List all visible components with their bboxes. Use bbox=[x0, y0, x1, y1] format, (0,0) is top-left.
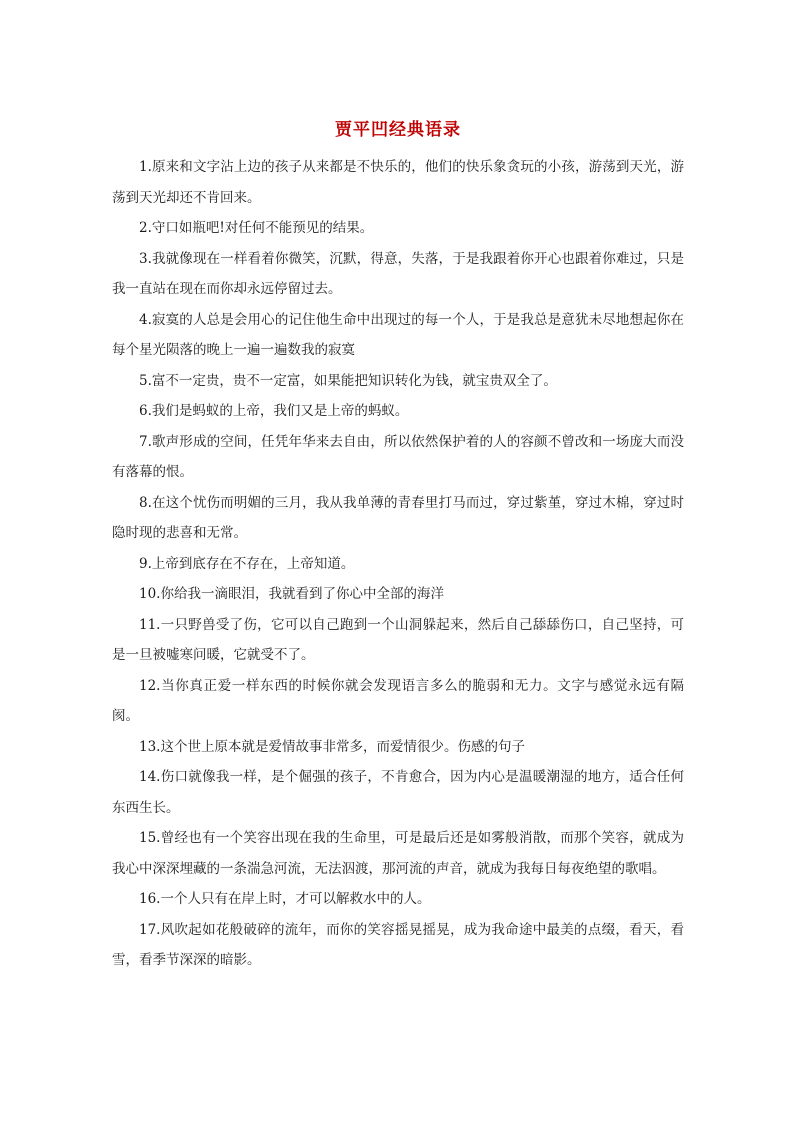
document-page bbox=[112, 118, 684, 976]
quote-item: 2.守口如瓶吧!对任何不能预见的结果。 bbox=[139, 220, 374, 236]
quote-item: 14.伤口就像我一样，是个倔强的孩子，不肯愈合，因为内心是温暖潮湿的地方，适合任何东西生长。 bbox=[112, 769, 684, 816]
quote-item: 16.一个人只有在岸上时，才可以解救水中的人。 bbox=[139, 891, 431, 907]
quote-item: 4.寂寞的人总是会用心的记住他生命中出现过的每一个人，于是我总是意犹未尽地想起你在每个星光陨落的晚上一遍一遍数我的寂寞 bbox=[112, 311, 684, 358]
quote-item: 13.这个世上原本就是爱情故事非常多，而爱情很少。伤感的句子 bbox=[139, 738, 525, 755]
quote-item: 12.当你真正爱一样东西的时候你就会发现语言多么的脆弱和无力。文字与感觉永远有隔阂。 bbox=[112, 677, 684, 724]
document-title: 贾平凹经典语录 bbox=[335, 120, 461, 140]
quote-item: 3.我就像现在一样看着你微笑，沉默，得意，失落，于是我跟着你开心也跟着你难过，只是我一直站在现在而你却永远停留过去。 bbox=[112, 250, 684, 297]
quote-item: 1.原来和文字沾上边的孩子从来都是不快乐的，他们的快乐象贪玩的小孩，游荡到天光，游荡到天光却还不肯回来。 bbox=[112, 159, 684, 206]
quote-item: 6.我们是蚂蚁的上帝，我们又是上帝的蚂蚁。 bbox=[139, 403, 409, 419]
quote-item: 7.歌声形成的空间，任凭年华来去自由，所以依然保护着的人的容颜不曾改和一场庞大而没有落幕的恨。 bbox=[112, 433, 684, 480]
quote-item: 17.风吹起如花般破碎的流年，而你的笑容摇晃摇晃，成为我命途中最美的点缀，看天，看雪，看季节深深的暗影。 bbox=[112, 921, 684, 968]
quote-item: 8.在这个忧伤而明媚的三月，我从我单薄的青春里打马而过，穿过紫堇，穿过木棉，穿过时隐时现的悲喜和无常。 bbox=[112, 494, 684, 541]
quote-item: 5.富不一定贵，贵不一定富，如果能把知识转化为钱，就宝贵双全了。 bbox=[139, 372, 557, 389]
quote-item: 9.上帝到底存在不存在，上帝知道。 bbox=[139, 555, 355, 572]
quote-list bbox=[112, 152, 684, 976]
quote-item: 15.曾经也有一个笑容出现在我的生命里，可是最后还是如雾般消散，而那个笑容，就成为我心中深深埋藏的一条湍急河流，无法泅渡，那河流的声音，就成为我每日每夜绝望的歌唱。 bbox=[112, 830, 684, 877]
quote-item: 11.一只野兽受了伤，它可以自己跑到一个山洞躲起来，然后自己舔舔伤口，自己坚持，可是一旦被嘘寒问暖，它就受不了。 bbox=[112, 616, 684, 663]
quote-item: 10.你给我一滴眼泪，我就看到了你心中全部的海洋 bbox=[139, 586, 444, 602]
